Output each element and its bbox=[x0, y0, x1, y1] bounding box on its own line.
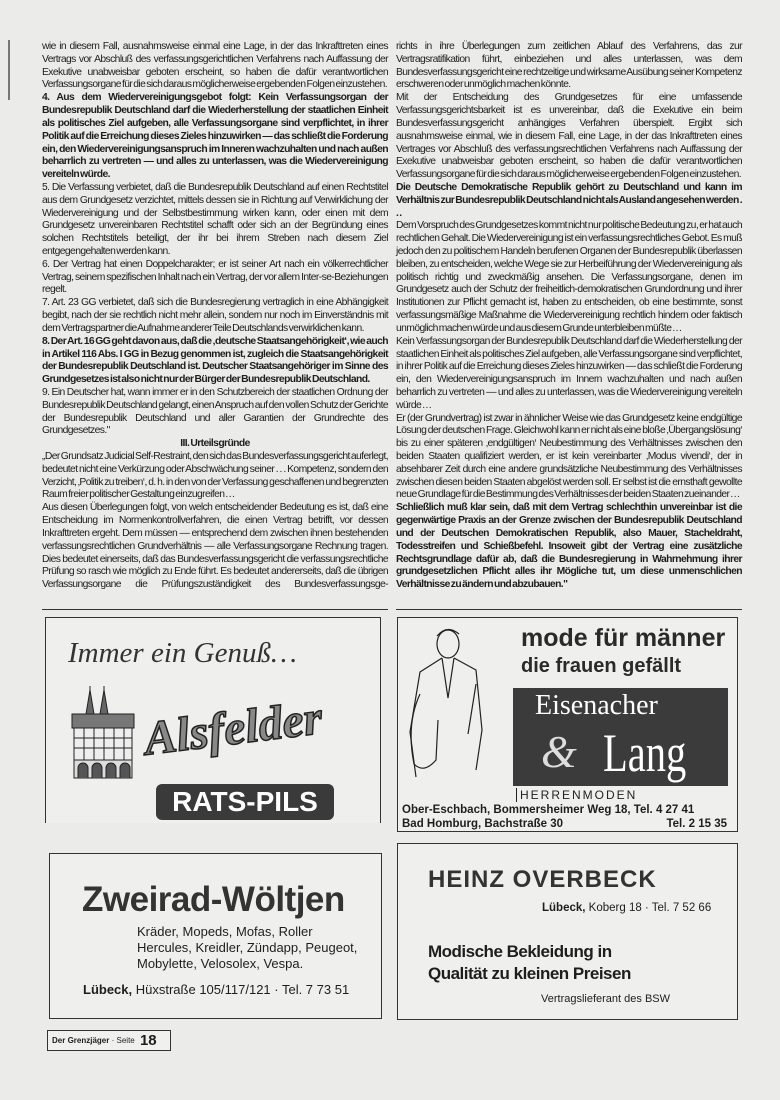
ad-subheadline: die frauen gefällt bbox=[521, 655, 682, 677]
page-label: Seite bbox=[116, 1036, 135, 1045]
brand-box bbox=[513, 688, 728, 786]
paragraph: 9. Ein Deutscher hat, wann immer er in den Schutzbereich der staatlichen Ordnung der Bundesrepublik Deutschland gelangt, einen Anspruch auf den vollen Schutz der Gerichte der Bundesrepublik Deutschland und aller Garantien der Grundrechte des Grundgesetzes." bbox=[42, 386, 388, 437]
article-column-right bbox=[396, 41, 742, 592]
ad-company-name: HEINZ OVERBECK bbox=[428, 866, 657, 893]
paragraph-bold: 8. Der Art. 16 GG geht davon aus, daß die ‚deutsche Staatsangehörigkeit‘, wie auch in Artikel 116 Abs. I GG in Bezug genommen ist, zugleich die Staatsangehörigkeit der Bundesrepublik Deutschland ist. Deutscher Staatsangehöriger im Sinne des Grundgesetzes ist also nicht nur der Bürger der Bundesrepublik Deutschland. bbox=[42, 335, 388, 386]
paragraph: „Der Grundsatz Judicial Self-Restraint, den sich das Bundesverfassungsgericht auferlegt, bedeutet nicht eine Verkürzung oder Abschwächung seiner . . . Kompetenz, sondern den Verzicht, ‚Politik zu treiben‘, d. h. in den von der Verfassung geschaffenen und begrenzten Raum freier politischer Gestaltung einzugreifen . . . bbox=[42, 451, 388, 501]
ad-slogan: Modische Bekleidung in bbox=[428, 942, 612, 961]
ad-zweirad-woeltjen bbox=[49, 853, 382, 1019]
brand-ampersand: & bbox=[541, 726, 577, 777]
man-illustration bbox=[404, 624, 504, 784]
ad-address-2: Bad Homburg, Bachstraße 30 bbox=[402, 818, 564, 830]
ad-slogan: Qualität zu kleinen Preisen bbox=[428, 964, 631, 983]
page-footer bbox=[47, 1030, 171, 1051]
ad-alsfelder bbox=[45, 617, 381, 823]
ad-address-1: Ober-Eschbach, Bommersheimer Weg 18, Tel. 4 27 41 bbox=[402, 804, 695, 816]
ad-product-badge: RATS-PILS bbox=[156, 784, 334, 820]
ad-product-line: Mobylette, Velosolex, Vespa. bbox=[137, 956, 304, 971]
paragraph-bold: Schließlich muß klar sein, daß mit dem Vertrag schlechthin unvereinbar ist die gegenwärtige Praxis an der Grenze zwischen der Bundesrepublik Deutschland und der Deutschen Demokratischen Republik, also Mauer, Stacheldraht, Todesstreifen und Schießbefehl. Insoweit gibt der Vertrag eine zusätzliche Rechtsgrundlage dafür ab, daß die Bundesregierung in Wahrnehmung ihrer grundgesetzlichen Pflicht alles ihr Mögliche tut, um diese unmenschlichen Verhältnisse zu ändern und abzubauen." bbox=[396, 502, 742, 591]
article-column-left bbox=[42, 41, 388, 592]
paragraph: wie in diesem Fall, ausnahmsweise einmal eine Lage, in der das Inkrafttreten eines Vertrags vor Abschluß des verfassungsgerichtlichen Verfahrens nach Auffassung der Exekutive unabweisbar geboten erscheint, so haben die dafür verantwortlichen Verfassungsorgane für die sich daraus möglicherweise ergebenden Folgen einzustehen. bbox=[42, 41, 388, 91]
publication-name: Der Grenzjäger bbox=[52, 1036, 110, 1045]
paragraph-bold: 4. Aus dem Wiedervereinigungsgebot folgt: Kein Verfassungsorgan der Bundesrepublik Deutschland darf die Wiederherstellung der staatlichen Einheit als politisches Ziel aufgeben, alle Verfassungsorgane sind verpflichtet, in ihrer Politik auf die Erreichung dieses Zieles hinzuwirken — das schließt die Forderung ein, den Wiedervereinigungsanspruch im Inneren wachzuhalten und nach außen beharrlich zu vertreten — und alles zu unterlassen, was die Wiedervereinigung vereiteln würde. bbox=[42, 92, 388, 181]
ad-brand: Alsfelder bbox=[141, 691, 326, 766]
paragraph: Mit der Entscheidung des Grundgesetzes für eine umfassende Verfassungsgerichtsbarkeit ist es unvereinbar, daß die Exekutive ein beim Bundesverfassungsgericht anhängiges Verfahren überspielt. Ergibt sich ausnahmsweise einmal, wie in diesem Fall, eine Lage, in der das Inkrafttreten eines Vertrages vor Abschluß des verfassungsrechtlichen Verfahrens nach Auffassung der Exekutive unabweisbar geboten erscheint, so haben die dafür verantwortlichen Verfassungsorgane für die sich daraus möglicherweise ergebenden Folgen einzustehen. bbox=[396, 92, 742, 181]
scan-edge bbox=[8, 40, 10, 100]
ad-address bbox=[83, 982, 349, 997]
divider bbox=[396, 609, 742, 610]
ad-street-phone: Koberg 18 · Tel. 7 52 66 bbox=[588, 902, 712, 914]
brand-name-2: Lang bbox=[603, 723, 687, 783]
paragraph: 7. Art. 23 GG verbietet, daß sich die Bundesregierung vertraglich in eine Abhängigkeit begibt, nach der sie rechtlich nicht mehr allein, sondern nur noch im Einverständnis mit dem Vertragspartner die Aufnahme anderer Teile Deutschlands verwirklichen kann. bbox=[42, 297, 388, 334]
ad-city: Lübeck, bbox=[542, 902, 586, 914]
ad-headline: mode für männer bbox=[521, 624, 726, 652]
separator: · bbox=[111, 1036, 115, 1045]
ad-note: Vertragslieferant des BSW bbox=[541, 993, 671, 1005]
paragraph-bold: Die Deutsche Demokratische Republik gehört zu Deutschland und kann im Verhältnis zur Bundesrepublik Deutschland nicht als Ausland angesehen werden . . . bbox=[396, 181, 742, 219]
ad-heinz-overbeck bbox=[397, 843, 738, 1020]
ad-company-name: Zweirad-Wöltjen bbox=[82, 880, 345, 919]
paragraph: Aus diesen Überlegungen folgt, von welch entscheidender Bedeutung es ist, daß eine Entscheidung im Normenkontrollverfahren, die einen Vertrag betrifft, vor dessen Inkrafttreten ergeht. Dem müssen — entsprechend dem zwischen ihnen bestehenden verfassungsrechtlichen Grundverhältnis — alle Verfassungsorgane Rechnung tragen. Dies bedeutet einerseits, daß das Bundesverfassungsgericht die verfassungsrechtliche Prüfung so rasch wie möglich zu Ende führt. Es bedeutet andererseits, daß die übrigen Verfassungsorgane die Prüfungszuständigkeit des Bundesverfassungsge- bbox=[42, 502, 388, 591]
ad-tagline: Immer ein Genuß… bbox=[68, 637, 297, 669]
brand-subtitle: HERRENMODEN bbox=[516, 788, 637, 802]
brand-name-1: Eisenacher bbox=[535, 690, 658, 721]
ad-product-line: Kräder, Mopeds, Mofas, Roller bbox=[137, 924, 313, 939]
ad-street-phone: Hüxstraße 105/117/121 · Tel. 7 73 51 bbox=[135, 982, 350, 997]
divider bbox=[42, 609, 388, 610]
section-heading: III. Urteilsgründe bbox=[180, 438, 250, 450]
page-number: 18 bbox=[139, 1032, 157, 1049]
ad-eisenacher-lang bbox=[397, 617, 738, 832]
paragraph: Kein Verfassungsorgan der Bundesrepublik Deutschland darf die Wiederherstellung der staatlichen Einheit als politisches Ziel aufgeben, alle Verfassungsorgane sind verpflichtet, in ihrer Politik auf die Erreichung dieses Zieles hinzuwirken — das schließt die Forderung ein, den Wiedervereinigungsanspruch im Innern wachzuhalten und nach außen beharrlich zu vertreten — und alles zu unterlassen, was die Wiedervereinigung vereiteln würde . . . bbox=[396, 335, 742, 411]
ad-product-line: Hercules, Kreidler, Zündapp, Peugeot, bbox=[137, 940, 358, 955]
paragraph: richts in ihre Überlegungen zum zeitlichen Ablauf des Verfahrens, das zur Vertragsratifikation führt, einbeziehen und alles unterlassen, was dem Bundesverfassungsgericht eine rechtzeitige und wirksame Ausübung seiner Kompetenz erschweren oder unmöglich machen könnte. bbox=[396, 41, 742, 91]
ad-phone-2: Tel. 2 15 35 bbox=[666, 818, 727, 830]
paragraph: Dem Vorspruch des Grundgesetzes kommt nicht nur politische Bedeutung zu, er hat auch rechtlichen Gehalt. Die Wiedervereinigung ist ein verfassungsrechtliches Gebot. Es muß jedoch den zu politischem Handeln berufenen Organen der Bundesrepublik überlassen bleiben, zu entscheiden, welche Wege sie zur Herbeiführung der Wiedervereinigung als politisch richtig und zweckmäßig ansehen. Die Verfassungsorgane, denen im Grundgesetz auch der Schutz der freiheitlich-demokratischen Grundordnung und ihrer Institutionen zur Pflicht gemacht ist, haben zu entscheiden, ob eine bestimmte, sonst verfassungsmäßige Maßnahme die Wiedervereinigung rechtlich hindern oder faktisch unmöglich machen würde und aus diesem Grunde unterbleiben müßte . . . bbox=[396, 220, 742, 334]
paragraph: Er (der Grundvertrag) ist zwar in ähnlicher Weise wie das Grundgesetz keine endgültige Lösung der deutschen Frage. Gleichwohl kann er nicht als eine bloße ‚Übergangslösung‘ bis zu einer späteren ‚endgültigen‘ Neubestimmung des Verhältnisses zwischen den beiden Staaten qualifiziert werden, er ist kein vereinbarter ‚Modus vivendi‘, der in absehbarer Zeit durch eine andere grundsätzliche Neubestimmung des Verhältnisses zwischen diesen beiden Staaten abgelöst werden soll. Er selbst ist die ernsthaft gewollte neue Grundlage für die Bestimmung des Verhältnisses der beiden Staaten zueinander . . . bbox=[396, 412, 742, 501]
paragraph: 6. Der Vertrag hat einen Doppelcharakter; er ist seiner Art nach ein völkerrechtlicher Vertrag, seinem spezifischen Inhalt nach ein Vertrag, der vor allem Inter-se-Beziehungen regelt. bbox=[42, 258, 388, 296]
paragraph: 5. Die Verfassung verbietet, daß die Bundesrepublik Deutschland auf einen Rechtstitel aus dem Grundgesetz verzichtet, mittels dessen sie in Richtung auf Verwirklichung der Wiedervereinigung und der Selbstbestimmung wirken kann, oder einen mit dem Grundgesetz unvereinbaren Rechtstitel schafft oder sich an der Begründung eines solchen Rechtstitels beteiligt, der ihr bei ihrem Streben nach diesem Ziel entgegengehalten werden kann. bbox=[42, 181, 388, 257]
town-hall-illustration bbox=[68, 686, 138, 781]
ad-address bbox=[542, 901, 711, 915]
ad-city: Lübeck, bbox=[83, 982, 133, 997]
